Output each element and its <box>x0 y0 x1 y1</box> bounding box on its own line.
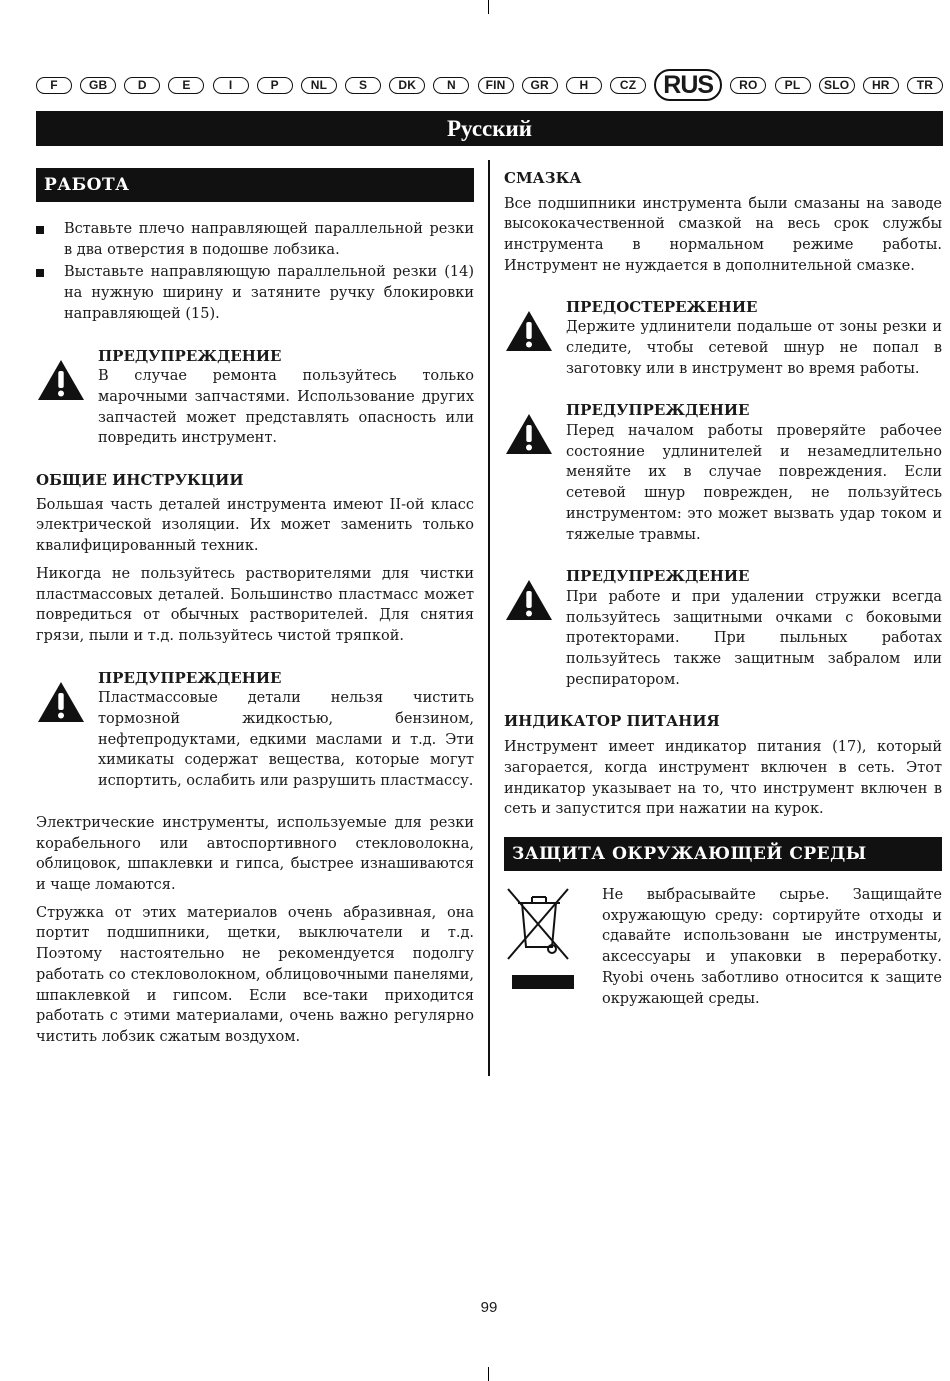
lang-n: N <box>433 77 469 94</box>
paragraph: Электрические инструменты, используемые для резки корабельного или автоспортивного стекловолокна, облицовок, шпаклевки и гипса, быстрее изнашиваются и чаще ломаются. <box>36 814 474 893</box>
column-divider <box>488 160 490 1076</box>
lang-gb: GB <box>80 77 116 94</box>
bullet-square-icon <box>36 226 44 234</box>
warning-title: ПРЕДУПРЕЖДЕНИЕ <box>566 401 750 420</box>
list-item-text: Вставьте плечо направляющей параллельной резки в два отверстия в подошве лобзика. <box>64 221 474 258</box>
lubrication-heading: СМАЗКА <box>504 169 582 187</box>
bullet-square-icon <box>36 269 44 277</box>
paragraph: Все подшипники инструмента были смазаны на заводе высококачественной смазкой на весь срок службы инструмента в нормальном режиме работы. Инструмент не нуждается в дополнительной смазке. <box>504 195 942 274</box>
lang-nl: NL <box>301 77 337 94</box>
warning-block-2 <box>36 668 474 792</box>
work-bullets <box>36 219 474 325</box>
caution-title: ПРЕДОСТЕРЕЖЕНИЕ <box>566 297 758 316</box>
general-instructions-heading: ОБЩИЕ ИНСТРУКЦИИ <box>36 471 244 490</box>
warning-text: Пластмассовые детали нельзя чистить тормозной жидкостью, бензином, нефтепродуктами, едкими маслами и т.д. Эти химикаты содержат вещества, которые могут испортить, ослабить или разрушить пластмассу. <box>98 690 474 790</box>
lang-ro: RO <box>730 77 766 94</box>
page-number: 99 <box>480 1299 498 1316</box>
right-column <box>504 168 942 1009</box>
lang-rus-active: RUS <box>654 69 722 101</box>
warning-text: В случае ремонта пользуйтесь только марочными запчастями. Использование других запчастей может представлять опасность или повредить инструмент. <box>98 368 474 447</box>
environment-text: Не выбрасывайте сырье. Защищайте охружающую среду: сортируйте отходы и сдавайте использованн ые инструменты, аксессуары и упаковки в переработку. Ryobi очень заботливо относится к защите окружающей среды. <box>602 886 942 1007</box>
warning-triangle-icon <box>504 400 566 463</box>
left-column <box>36 168 474 1048</box>
list-item <box>36 219 474 260</box>
lang-p: P <box>257 77 293 94</box>
lang-e: E <box>168 77 204 94</box>
lang-tr: TR <box>907 77 943 94</box>
warning-text: Перед началом работы проверяйте рабочее состояние удлинителей и незамедлительно меняйте их в случае повреждения. Если сетевой шнур поврежден, не пользуйтесь инструментом: это может вызвать удар током и тяжелые травмы. <box>566 423 942 543</box>
lang-fin: FIN <box>478 77 514 94</box>
warning-title: ПРЕДУПРЕЖДЕНИЕ <box>98 346 282 365</box>
warning-title: ПРЕДУПРЕЖДЕНИЕ <box>566 567 750 586</box>
paragraph: Стружка от этих материалов очень абразивная, она портит подшипники, щетки, выключатели и т.д. Поэтому настоятельно не рекомендуется подолгу работать со стекловолокном, облицовочными панелями, шпаклевкой и гипсом. Если все-таки приходится работать с этими материалами, очень важно регулярно чистить лобзик сжатым воздухом. <box>36 904 474 1045</box>
environment-block <box>504 885 942 1009</box>
lang-d: D <box>124 77 160 94</box>
lang-i: I <box>213 77 249 94</box>
lang-hr: HR <box>863 77 899 94</box>
list-item <box>36 262 474 324</box>
crop-mark-bottom <box>488 1367 489 1381</box>
paragraph: Никогда не пользуйтесь растворителями для чистки пластмассовых деталей. Большинство пластмасс может повредиться от обычных растворителей. Для снятия грязи, пыли и т.д. пользуйтесь чистой тряпкой. <box>36 565 474 644</box>
language-bar <box>36 70 943 100</box>
lang-pl: PL <box>775 77 811 94</box>
warning-text: При работе и при удалении стружки всегда пользуйтесь защитными очками с боковыми протекторами. При пыльных работах пользуйтесь также защитным забралом или респиратором. <box>566 588 942 688</box>
lang-dk: DK <box>389 77 425 94</box>
lang-slo: SLO <box>819 77 855 94</box>
lang-s: S <box>345 77 381 94</box>
list-item-text: Выставьте направляющую параллельной резки (14) на нужную ширину и затяните ручку блокировки направляющей (15). <box>64 264 474 322</box>
warning-title: ПРЕДУПРЕЖДЕНИЕ <box>98 668 282 687</box>
environment-heading: ЗАЩИТА ОКРУЖАЮЩЕЙ СРЕДЫ <box>504 837 942 871</box>
warning-triangle-icon <box>36 346 98 409</box>
warning-block-3 <box>504 400 942 545</box>
work-heading: РАБОТА <box>36 168 474 202</box>
lang-h: H <box>566 77 602 94</box>
page-title: Русский <box>36 111 943 146</box>
crop-mark-top <box>488 0 489 14</box>
paragraph: Инструмент имеет индикатор питания (17), который загорается, когда инструмент включен в сеть. Этот индикатор указывает на то, что инструмент включен в сеть и запустится при нажатии на курок. <box>504 739 942 818</box>
warning-triangle-icon <box>504 297 566 360</box>
paragraph: Большая часть деталей инструмента имеют II-ой класс электрической изоляции. Их может заменить только квалифицированный техник. <box>36 496 474 555</box>
weee-crossed-bin-icon <box>504 885 602 1000</box>
lang-gr: GR <box>522 77 558 94</box>
warning-triangle-icon <box>504 566 566 629</box>
power-indicator-heading: ИНДИКАТОР ПИТАНИЯ <box>504 712 720 731</box>
warning-triangle-icon <box>36 668 98 731</box>
warning-block-1 <box>36 346 474 450</box>
lang-f: F <box>36 77 72 94</box>
lang-cz: CZ <box>610 77 646 94</box>
warning-block-4 <box>504 566 942 690</box>
caution-block <box>504 297 942 380</box>
caution-text: Держите удлинители подальше от зоны резки и следите, чтобы сетевой шнур не попал в заготовку или в инструмент во время работы. <box>566 319 942 377</box>
